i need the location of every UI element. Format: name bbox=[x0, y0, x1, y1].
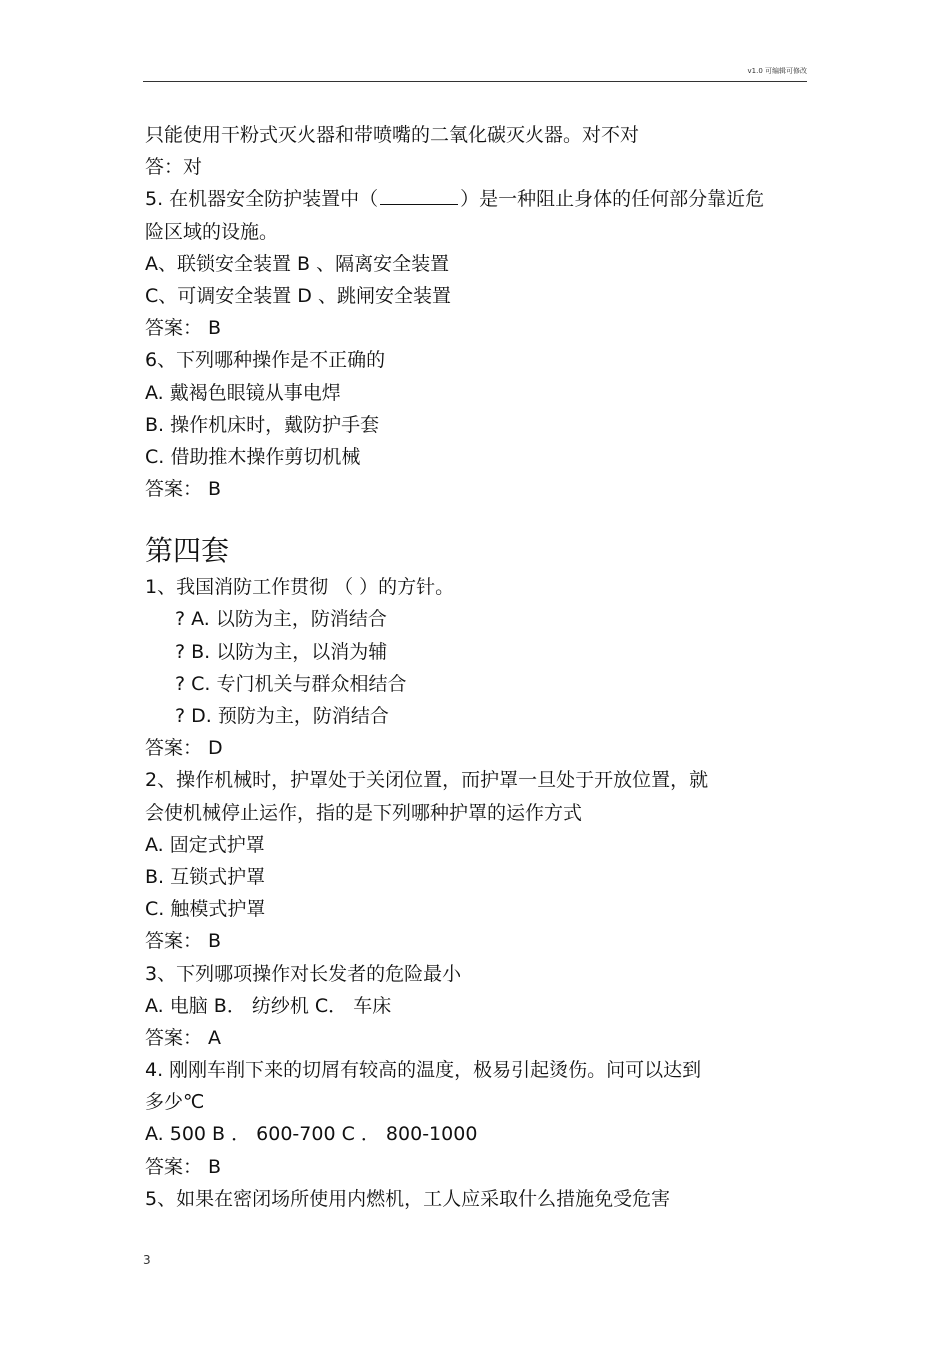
question-6: 6、下列哪种操作是不正确的 bbox=[145, 349, 386, 372]
page-number: 3 bbox=[143, 1253, 151, 1267]
header-divider bbox=[143, 81, 807, 82]
answer-line: 答案： A bbox=[145, 1026, 222, 1049]
option-line: C. 触模式护罩 bbox=[145, 898, 266, 921]
answer-line: 答案： D bbox=[145, 737, 223, 760]
bullet-option: ? D. 预防为主，防消结合 bbox=[175, 705, 389, 727]
section-title: 第四套 bbox=[145, 534, 230, 568]
option-line: B. 操作机床时，戴防护手套 bbox=[145, 413, 380, 436]
section-question-2: 2、操作机械时，护罩处于关闭位置，而护罩一旦处于开放位置，就 bbox=[145, 769, 709, 792]
question-5-suffix: ）是一种阻止身体的任何部分靠近危 bbox=[460, 188, 765, 211]
option-line: C、可调安全装置 D 、跳闸安全装置 bbox=[145, 284, 451, 307]
option-line: A、联锁安全装置 B 、隔离安全装置 bbox=[145, 252, 450, 275]
question-5-continuation: 险区域的设施。 bbox=[145, 220, 279, 243]
document-body bbox=[145, 119, 805, 1215]
bullet-option: ? B. 以防为主，以消为辅 bbox=[175, 640, 388, 663]
question-continuation: 多少℃ bbox=[145, 1091, 205, 1114]
answer-line: 答案： B bbox=[145, 317, 222, 340]
header-version-note: v1.0 可编辑可修改 bbox=[747, 67, 807, 75]
section-question-3: 3、下列哪项操作对长发者的危险最小 bbox=[145, 962, 462, 985]
section-question-5: 5、如果在密闭场所使用内燃机，工人应采取什么措施免受危害 bbox=[145, 1187, 671, 1210]
option-line: B. 互锁式护罩 bbox=[145, 865, 266, 888]
question-continuation: 会使机械停止运作，指的是下列哪种护罩的运作方式 bbox=[145, 801, 583, 824]
option-line: A. 戴褐色眼镜从事电焊 bbox=[145, 381, 341, 404]
section-question-4: 4. 刚刚车削下来的切屑有较高的温度，极易引起烫伤。问可以达到 bbox=[145, 1059, 702, 1082]
option-line: A. 固定式护罩 bbox=[145, 833, 265, 856]
answer-line: 答案： B bbox=[145, 1155, 222, 1178]
bullet-option: ? A. 以防为主，防消结合 bbox=[175, 608, 387, 631]
question-5-prefix: 5. 在机器安全防护装置中（ bbox=[145, 188, 379, 211]
answer-line: 答案： B bbox=[145, 930, 222, 953]
option-line: C. 借助推木操作剪切机械 bbox=[145, 445, 361, 468]
option-line: A. 500 B ． 600-700 C ． 800-1000 bbox=[145, 1123, 478, 1146]
section-question-1: 1、我国消防工作贯彻 （ ）的方针。 bbox=[145, 576, 455, 599]
question-5 bbox=[145, 183, 805, 215]
text-line: 只能使用干粉式灭火器和带喷嘴的二氧化碳灭火器。对不对 bbox=[145, 124, 640, 146]
option-line: A. 电脑 B． 纺纱机 C． 车床 bbox=[145, 994, 392, 1017]
answer-line: 答：对 bbox=[145, 156, 203, 179]
answer-line: 答案： B bbox=[145, 478, 222, 501]
fill-blank bbox=[380, 186, 458, 205]
bullet-option: ? C. 专门机关与群众相结合 bbox=[175, 672, 407, 695]
